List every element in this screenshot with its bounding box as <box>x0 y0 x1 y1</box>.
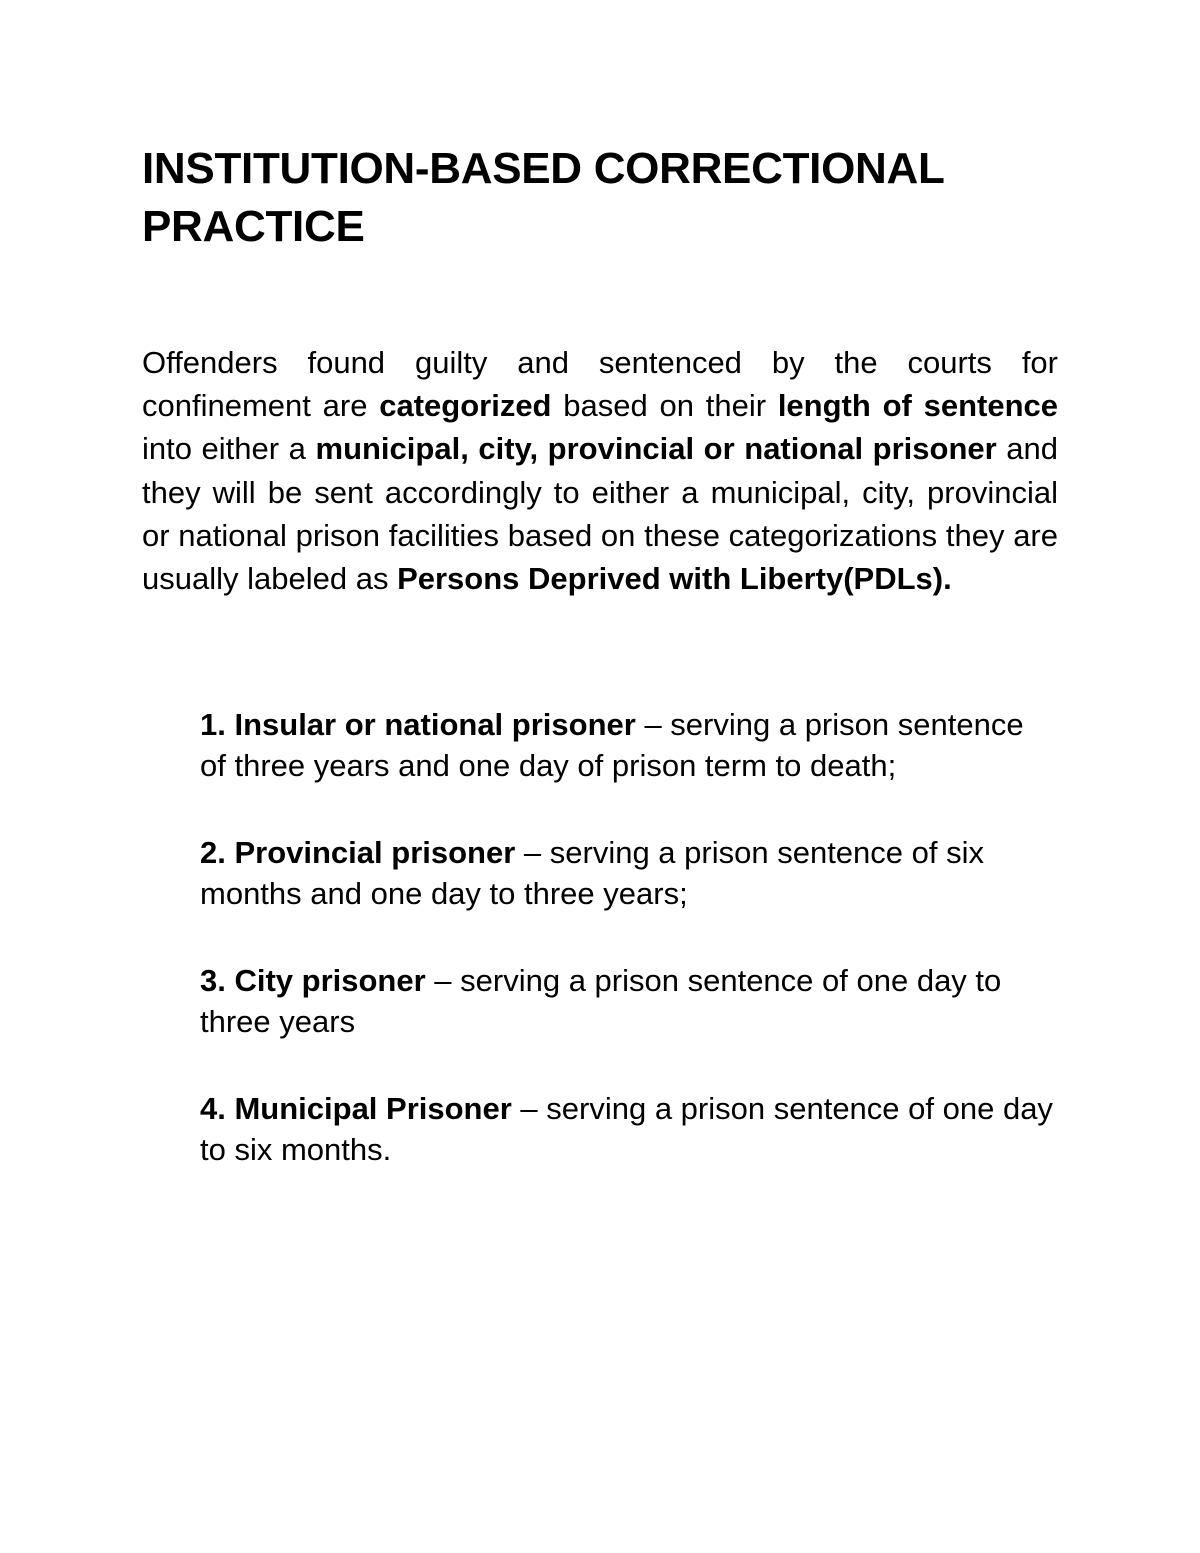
intro-text-1: Offenders found guilty and sentenced by the courts for confinement are <box>142 345 1058 424</box>
prisoner-category-list <box>200 704 1058 1170</box>
list-item <box>200 704 1058 786</box>
intro-bold-categorized: categorized <box>379 388 552 424</box>
intro-paragraph <box>142 341 1058 600</box>
list-item-label: 1. Insular or national prisoner <box>200 707 636 743</box>
list-item-label: 2. Provincial prisoner <box>200 835 516 871</box>
list-item-description: – serving a prison sentence of one day to three years <box>200 963 1002 1040</box>
document-title: INSTITUTION-BASED CORRECTIONAL PRACTICE <box>142 144 944 251</box>
intro-bold-length-of-sentence: length of sentence <box>777 388 1058 424</box>
list-item-label: 3. City prisoner <box>200 963 426 999</box>
intro-text-3: into either a <box>142 431 316 467</box>
list-item <box>200 832 1058 914</box>
list-item-description: – serving a prison sentence of six months and one day to three years; <box>200 835 984 912</box>
list-item-description: – serving a prison sentence of one day to six months. <box>200 1091 1053 1168</box>
list-item-description: – serving a prison sentence of three years and one day of prison term to death; <box>200 707 1024 784</box>
intro-text-2: based on their <box>551 388 778 424</box>
list-item-label: 4. Municipal Prisoner <box>200 1091 512 1127</box>
list-item <box>200 960 1058 1042</box>
intro-text-4: and they will be sent accordingly to either a municipal, city, provincial or national prison facilities based on these categorizations they are usually labeled as <box>142 431 1058 597</box>
intro-bold-pdls: Persons Deprived with Liberty(PDLs). <box>397 561 952 597</box>
intro-bold-prisoner-types: municipal, city, provincial or national prisoner <box>315 431 997 467</box>
list-item <box>200 1088 1058 1170</box>
document-page <box>142 140 1058 1216</box>
